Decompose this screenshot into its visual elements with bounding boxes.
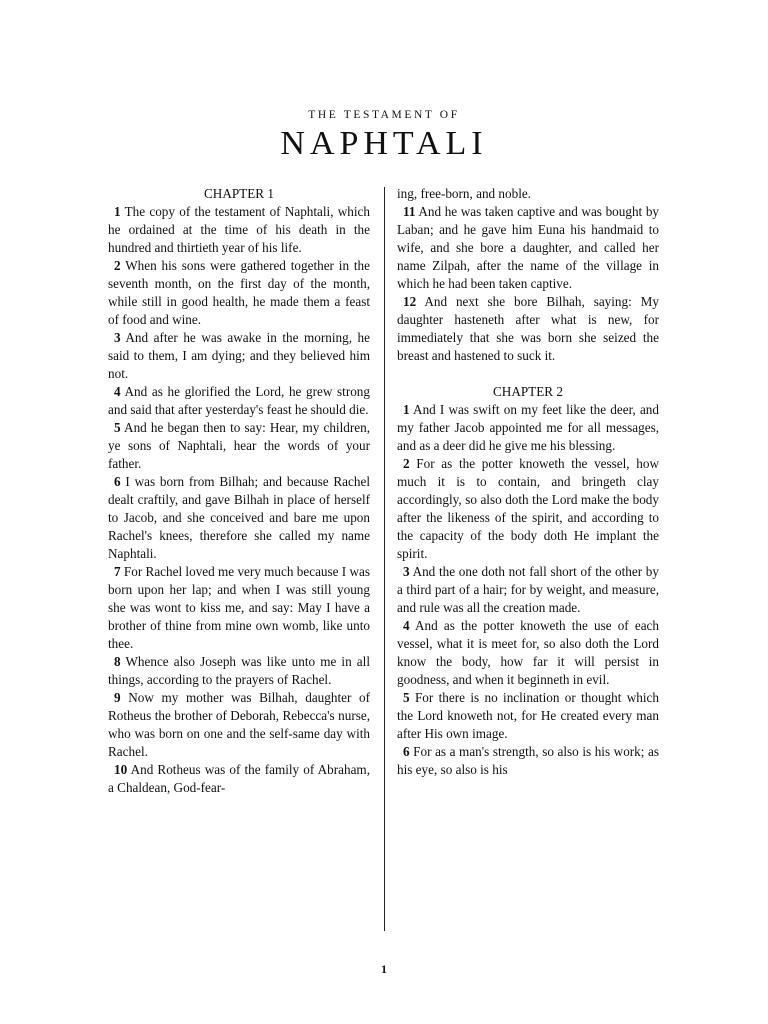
verse-number: 5 bbox=[403, 690, 410, 705]
verse-number: 4 bbox=[114, 384, 121, 399]
verse-number: 6 bbox=[114, 474, 121, 489]
verse-text: For there is no inclination or thought which the Lord knoweth not, for He created every man after His own image. bbox=[397, 690, 659, 741]
verse-text: I was born from Bilhah; and because Rachel dealt craftily, and gave Bilhah in place of herself to Jacob, and she conceived and bare me upon Rachel's knees, therefore she called my name Naphtali. bbox=[108, 474, 370, 561]
verse-text: Whence also Joseph was like unto me in all things, according to the prayers of Rachel. bbox=[108, 654, 370, 687]
verse-number: 2 bbox=[114, 258, 121, 273]
chapter-heading: CHAPTER 1 bbox=[204, 186, 274, 201]
verse-text: When his sons were gathered together in the seventh month, on the first day of the month, while still in good health, he made them a feast of food and wine. bbox=[108, 258, 370, 327]
verse bbox=[108, 257, 370, 329]
verse bbox=[108, 689, 370, 761]
verse-text: And after he was awake in the morning, he said to them, I am dying; and they believed him not. bbox=[108, 330, 370, 381]
verse-text: And he was taken captive and was bought by Laban; and he gave him Euna his handmaid to wife, and she bore a daughter, and called her name Zilpah, after the name of the village in which he had been taken captive. bbox=[397, 204, 660, 291]
verse bbox=[108, 203, 370, 257]
verse bbox=[108, 329, 370, 383]
verse-number: 5 bbox=[114, 420, 121, 435]
verse-number: 1 bbox=[403, 402, 410, 417]
verse-text: And next she bore Bilhah, saying: My daughter hasteneth after what is new, for immediately that she was born she seized the breast and hastened to suck it. bbox=[397, 294, 659, 363]
verse bbox=[108, 761, 370, 797]
page-header bbox=[0, 108, 768, 164]
verse bbox=[108, 653, 370, 689]
verse-text: And he began then to say: Hear, my children, ye sons of Naphtali, hear the words of your father. bbox=[108, 420, 370, 471]
verse bbox=[108, 563, 370, 653]
verse-number: 3 bbox=[403, 564, 410, 579]
verse-text: Now my mother was Bilhah, daughter of Rotheus the brother of Deborah, Rebecca's nurse, who was born on one and the self-same day with Rachel. bbox=[108, 690, 370, 759]
verse-text: The copy of the testament of Naphtali, which he ordained at the time of his death in the hundred and thirtieth year of his life. bbox=[108, 204, 370, 255]
verse-text: For as a man's strength, so also is his work; as his eye, so also is his bbox=[397, 744, 659, 777]
verse-text: For as the potter knoweth the vessel, how much it is to contain, and bringeth clay accordingly, so also doth the Lord make the body after the likeness of the spirit, and according to the capacity of the body doth He implant the spirit. bbox=[397, 456, 659, 561]
verse bbox=[397, 563, 659, 617]
verse-number: 3 bbox=[114, 330, 121, 345]
verse-number: 7 bbox=[114, 564, 121, 579]
verse bbox=[397, 401, 659, 455]
verse bbox=[397, 293, 659, 365]
verse-text: And I was swift on my feet like the deer, and my father Jacob appointed me for all messages, and as a deer did he give me his blessing. bbox=[397, 402, 659, 453]
right-column bbox=[397, 185, 659, 779]
verse-text: And the one doth not fall short of the other by a third part of a hair; for by weight, and measure, and rule was all the creation made. bbox=[397, 564, 659, 615]
verse bbox=[108, 383, 370, 419]
left-column bbox=[108, 185, 370, 797]
chapter-heading: CHAPTER 2 bbox=[493, 384, 563, 399]
verse-number: 11 bbox=[403, 204, 416, 219]
verse bbox=[397, 743, 659, 779]
verse bbox=[397, 455, 659, 563]
verse bbox=[397, 617, 659, 689]
verse-number: 2 bbox=[403, 456, 410, 471]
verse-text: And Rotheus was of the family of Abraham, a Chaldean, God-fear- bbox=[108, 762, 370, 795]
verse-text: For Rachel loved me very much because I was born upon her lap; and when I was still young she was wont to kiss me, and say: May I have a brother of thine from mine own womb, like unto thee. bbox=[108, 564, 371, 651]
verse-number: 4 bbox=[403, 618, 410, 633]
verse bbox=[397, 689, 659, 743]
page-number: 1 bbox=[381, 962, 387, 976]
verse-number: 10 bbox=[114, 762, 128, 777]
verse-number: 9 bbox=[114, 690, 121, 705]
verse-text: And as he glorified the Lord, he grew strong and said that after yesterday's feast he should die. bbox=[108, 384, 370, 417]
verse-number: 1 bbox=[114, 204, 121, 219]
verse-text: And as the potter knoweth the use of each vessel, what it is meet for, so also doth the Lord know the body, how far it will persist in goodness, and when it beginneth in evil. bbox=[397, 618, 659, 687]
chapter-spacer bbox=[397, 365, 659, 383]
verse bbox=[108, 419, 370, 473]
verse bbox=[397, 203, 659, 293]
book-title: NAPHTALI bbox=[280, 125, 488, 162]
column-divider bbox=[384, 187, 385, 931]
verse-number: 12 bbox=[403, 294, 417, 309]
verse-continuation: ing, free-born, and noble. bbox=[397, 186, 532, 201]
book-supertitle: THE TESTAMENT OF bbox=[308, 109, 460, 121]
verse-number: 8 bbox=[114, 654, 121, 669]
verse bbox=[108, 473, 370, 563]
verse-number: 6 bbox=[403, 744, 410, 759]
